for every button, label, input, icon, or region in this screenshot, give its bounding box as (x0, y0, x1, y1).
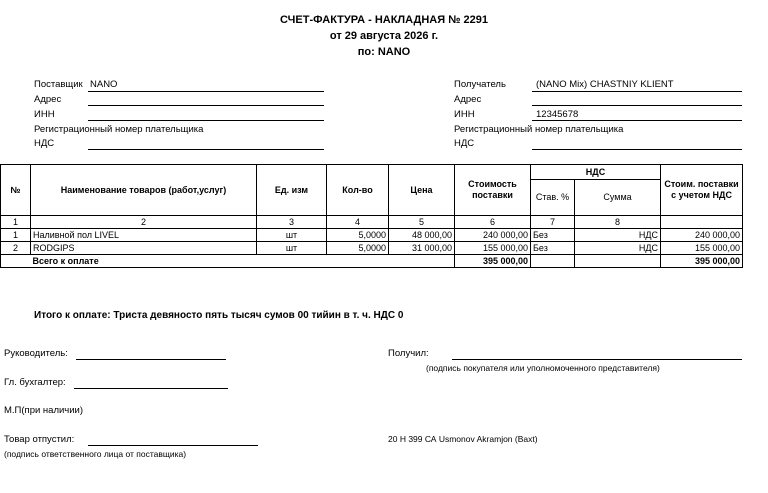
received-label: Получил: (388, 348, 429, 359)
stamp-label: М.П(при наличии) (4, 405, 84, 416)
recipient-label: Получатель (454, 79, 506, 90)
recipient-inn-underline (532, 120, 742, 121)
released-note: (подпись ответственного лица от поставщика) (4, 449, 187, 459)
col-number: 6 (455, 216, 531, 229)
row-cost: 155 000,00 (455, 242, 531, 255)
col-header-price: Цена (389, 165, 455, 216)
row-vat-sum: НДС (575, 229, 661, 242)
director-label: Руководитель: (4, 348, 68, 359)
received-note: (подпись покупателя или уполномоченного представителя) (426, 363, 660, 373)
row-vat-sum: НДС (575, 242, 661, 255)
director-signature-line (76, 359, 226, 360)
document-title: СЧЕТ-ФАКТУРА - НАКЛАДНАЯ № 2291 (280, 14, 488, 26)
total-row (1, 255, 743, 268)
row-total: 240 000,00 (661, 229, 743, 242)
recipient-nds-label: НДС (454, 138, 475, 149)
row-total: 155 000,00 (661, 242, 743, 255)
row-price: 31 000,00 (389, 242, 455, 255)
supplier-nds-label: НДС (34, 138, 55, 149)
col-number: 4 (327, 216, 389, 229)
document-date: от 29 августа 2026 г. (329, 30, 439, 42)
accountant-signature-line (74, 388, 228, 389)
recipient-underline (532, 91, 742, 92)
invoice-table (0, 164, 743, 268)
total-cost: 395 000,00 (455, 255, 531, 268)
row-vat-rate: Без (531, 229, 575, 242)
row-qty: 5,0000 (327, 229, 389, 242)
row-name: RODGIPS (31, 242, 257, 255)
total-sum: 395 000,00 (661, 255, 743, 268)
row-no: 2 (1, 242, 31, 255)
proxy-info: 20 H 399 СА Usmonov Akramjon (Baxt) (388, 434, 538, 444)
col-number: 3 (257, 216, 327, 229)
col-number: 7 (531, 216, 575, 229)
supplier-address-underline (88, 105, 324, 106)
recipient-nds-underline (532, 149, 742, 150)
received-signature-line (452, 359, 742, 360)
table-row (1, 229, 743, 242)
supplier-value: NANO (90, 79, 118, 90)
recipient-reg-label: Регистрационный номер плательщика (454, 124, 624, 135)
recipient-inn-label: ИНН (454, 109, 475, 120)
document-basis: по: NANO (357, 46, 411, 58)
col-number: 5 (389, 216, 455, 229)
recipient-inn-value: 12345678 (536, 109, 579, 120)
released-label: Товар отпустил: (4, 434, 75, 445)
col-header-qty: Кол-во (327, 165, 389, 216)
col-number: 2 (31, 216, 257, 229)
accountant-label: Гл. бухгалтер: (4, 377, 66, 388)
col-number: 8 (575, 216, 661, 229)
released-signature-line (88, 445, 258, 446)
col-header-no: № (1, 165, 31, 216)
col-header-cost: Стоимость поставки (455, 165, 531, 216)
row-unit: шт (257, 242, 327, 255)
column-number-row (1, 216, 743, 229)
supplier-underline (88, 91, 324, 92)
row-name: Наливной пол LIVEL (31, 229, 257, 242)
table-row (1, 242, 743, 255)
row-unit: шт (257, 229, 327, 242)
col-header-unit: Ед. изм (257, 165, 327, 216)
recipient-value: (NANO Mix) CHASTNIY KLIENT (536, 79, 674, 90)
col-header-vat: НДС (531, 165, 661, 180)
recipient-address-label: Адрес (454, 94, 482, 105)
row-qty: 5,0000 (327, 242, 389, 255)
row-vat-rate: Без (531, 242, 575, 255)
supplier-reg-label: Регистрационный номер плательщика (34, 124, 204, 135)
table-header-row (1, 165, 743, 180)
recipient-address-underline (532, 105, 742, 106)
col-header-name: Наименование товаров (работ,услуг) (31, 165, 257, 216)
col-header-vat-rate: Став. % (531, 180, 575, 216)
supplier-nds-underline (88, 149, 324, 150)
supplier-inn-label: ИНН (34, 109, 55, 120)
row-price: 48 000,00 (389, 229, 455, 242)
supplier-label: Поставщик (34, 79, 83, 90)
row-cost: 240 000,00 (455, 229, 531, 242)
payment-summary: Итого к оплате: Триста девяносто пять тысяч сумов 00 тийин в т. ч. НДС 0 (34, 310, 404, 321)
col-number: 1 (1, 216, 31, 229)
col-header-vat-sum: Сумма (575, 180, 661, 216)
total-label: Всего к оплате (31, 255, 455, 268)
row-no: 1 (1, 229, 31, 242)
supplier-address-label: Адрес (34, 94, 62, 105)
supplier-inn-underline (88, 120, 324, 121)
col-header-total: Стоим. поставки с учетом НДС (661, 165, 743, 216)
